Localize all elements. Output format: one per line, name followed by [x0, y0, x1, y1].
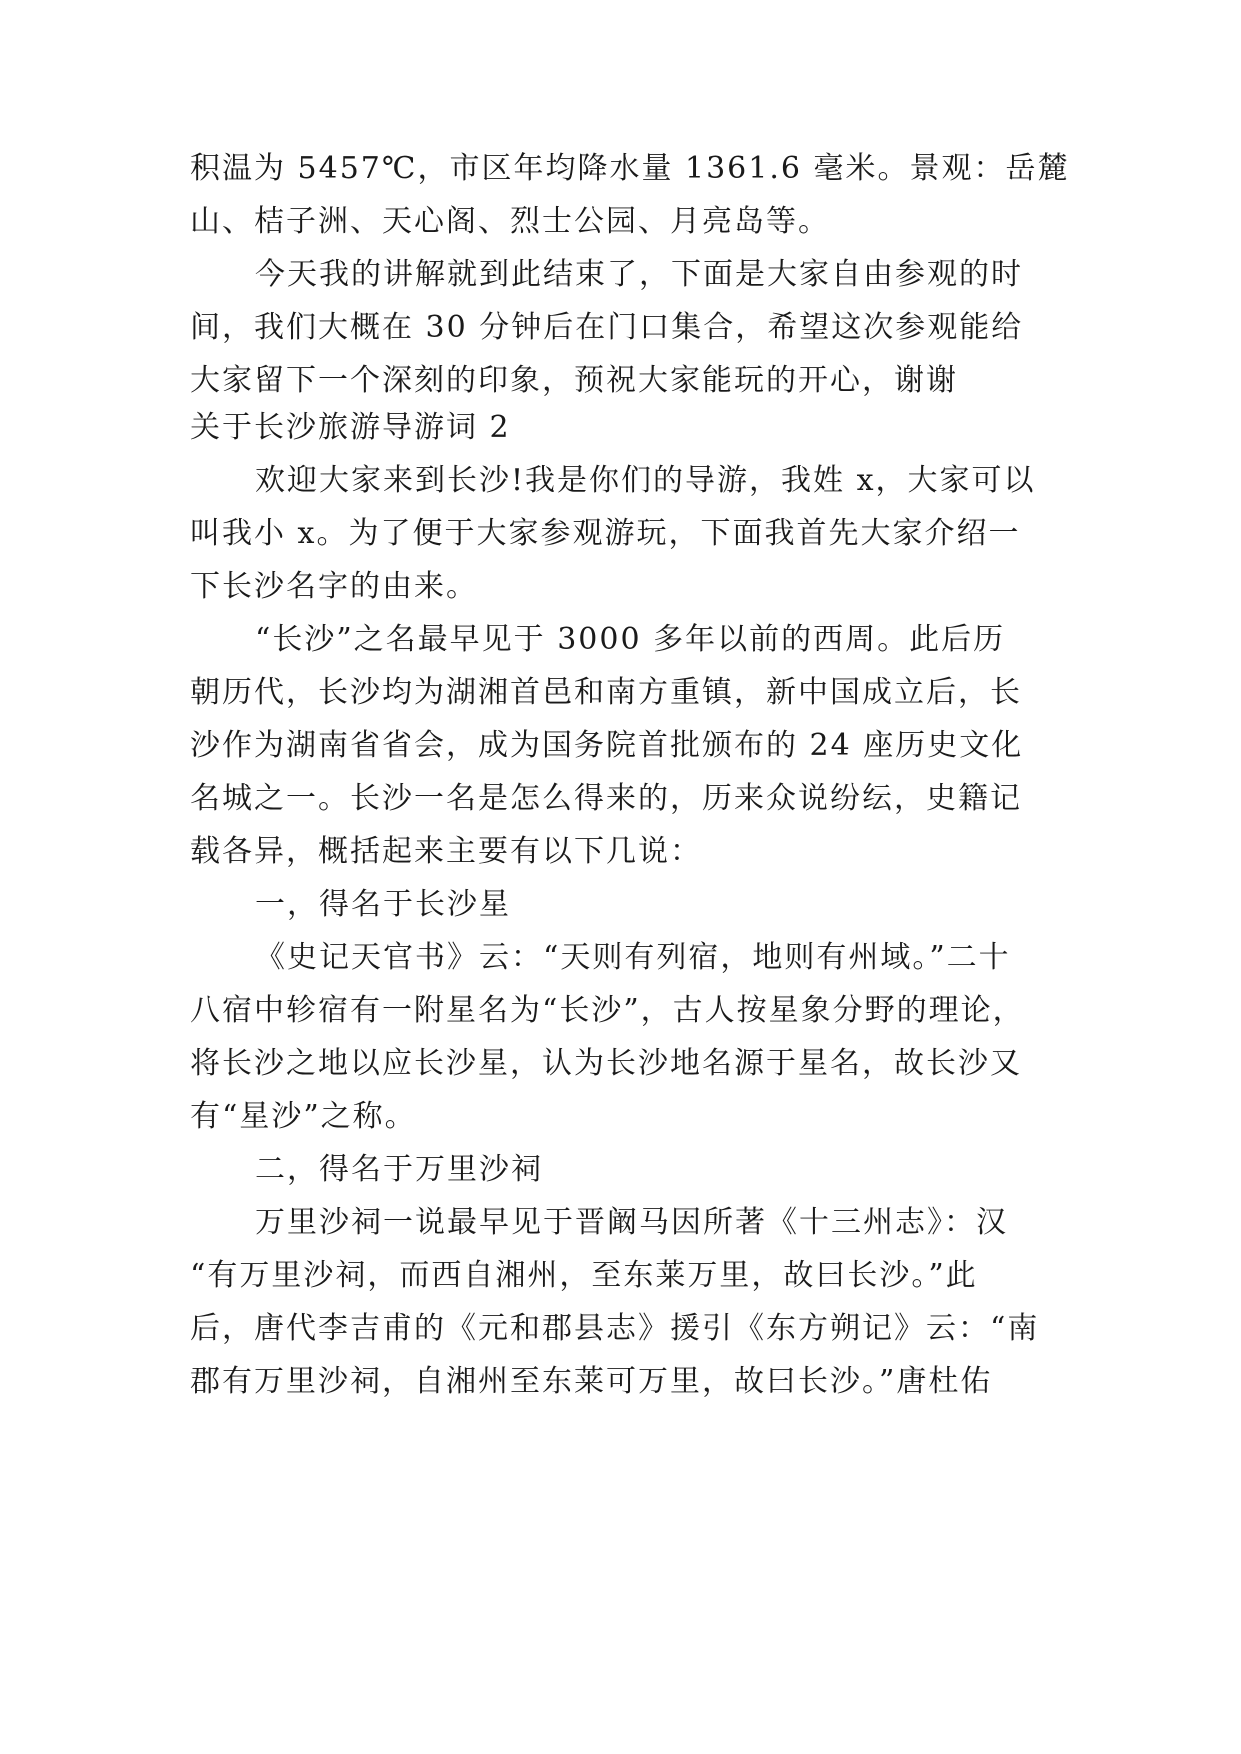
text-line: 欢迎大家来到长沙!我是你们的导游，我姓 x，大家可以 [255, 463, 1036, 498]
text-line: “有万里沙祠，而西自湘州，至东莱万里，故曰长沙。”此 [190, 1258, 978, 1293]
text-line: 山、桔子洲、天心阁、烈士公园、月亮岛等。 [190, 204, 830, 239]
subheading-1: 一，得名于长沙星 [255, 887, 511, 922]
text-line: 后，唐代李吉甫的《元和郡县志》援引《东方朔记》云：“南 [190, 1311, 1040, 1346]
text-line: 今天我的讲解就到此结束了，下面是大家自由参观的时 [255, 257, 1023, 292]
text-line: 大家留下一个深刻的印象，预祝大家能玩的开心，谢谢 [190, 363, 958, 398]
text-line: 积温为 5457℃，市区年均降水量 1361.6 毫米。景观：岳麓 [190, 151, 1070, 186]
text-line: 八宿中轸宿有一附星名为“长沙”，古人按星象分野的理论， [190, 993, 1025, 1028]
subheading-2: 二，得名于万里沙祠 [255, 1152, 543, 1187]
text-line: 朝历代，长沙均为湖湘首邑和南方重镇，新中国成立后，长 [190, 675, 1022, 710]
text-line: “长沙”之名最早见于 3000 多年以前的西周。此后历 [255, 622, 1006, 657]
text-line: 《史记天官书》云：“天则有列宿，地则有州域。”二十 [255, 940, 1011, 975]
text-line: 名城之一。长沙一名是怎么得来的，历来众说纷纭，史籍记 [190, 781, 1022, 816]
text-line: 郡有万里沙祠，自湘州至东莱可万里，故曰长沙。”唐杜佑 [190, 1364, 993, 1399]
section-heading: 关于长沙旅游导游词 2 [190, 410, 511, 445]
text-line: 叫我小 x。为了便于大家参观游玩，下面我首先大家介绍一 [190, 516, 1021, 551]
text-line: 间，我们大概在 30 分钟后在门口集合，希望这次参观能给 [190, 310, 1024, 345]
text-line: 载各异，概括起来主要有以下几说： [190, 834, 702, 869]
text-line: 有“星沙”之称。 [190, 1099, 417, 1134]
text-line: 下长沙名字的由来。 [190, 569, 478, 604]
text-line: 万里沙祠一说最早见于晋阚马因所著《十三州志》：汉 [255, 1205, 1008, 1240]
text-line: 沙作为湖南省省会，成为国务院首批颁布的 24 座历史文化 [190, 728, 1024, 763]
text-line: 将长沙之地以应长沙星，认为长沙地名源于星名，故长沙又 [190, 1046, 1022, 1081]
